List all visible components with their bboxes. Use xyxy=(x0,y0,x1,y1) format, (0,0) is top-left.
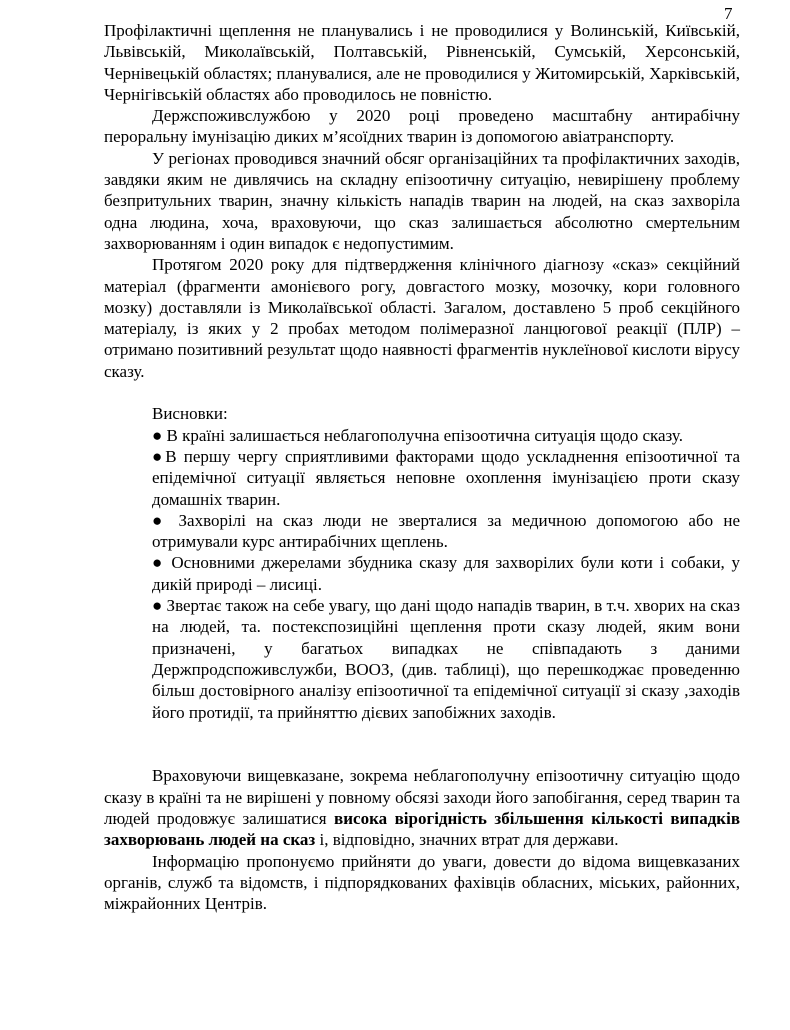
spacer xyxy=(104,382,740,403)
summary-text: Враховуючи вищевказане, зокрема неблагополучну епізоотичну ситуацію щодо сказу в країні та не вирішені у повному обсязі заходи його запобігання, серед тварин та людей продовжує залишатися xyxy=(104,766,740,828)
paragraph-summary xyxy=(104,765,740,850)
spacer xyxy=(104,723,740,744)
paragraph-oral-immunization: Держспоживслужбою у 2020 році проведено масштабну антирабічну пероральну імунізацію диких м’ясоїдних тварин із допомогою авіатранспорту. xyxy=(104,106,740,147)
conclusions-list xyxy=(104,425,740,723)
conclusion-item: ● Основними джерелами збудника сказу для захворілих були коти і собаки, у дикій природі – лисиці. xyxy=(152,553,740,594)
paragraph-lab-diagnosis: Протягом 2020 року для підтвердження клінічного діагнозу «сказ» секційний матеріал (фрагменти амонієвого рогу, довгастого мозку, мозочку, кори головного мозку) доставляли із Миколаївської області. Загалом, доставлено 5 проб секційного матеріалу, із яких у 2 пробах методом полімеразної ланцюгової реакції (ПЛР) – отримано позитивний результат щодо наявності фрагментів нуклеїнової кислоти вірусу сказу. xyxy=(104,255,740,381)
conclusion-item: ● Звертає також на себе увагу, що дані щодо нападів тварин, в т.ч. хворих на сказ на людей, та. постекспозиційні щеплення проти сказу людей, яким вони призначені, у багатьох випадках не співпадають з даними Держпродспоживслужби, ВООЗ, (див. таблиці), що перешкоджає проведенню більш достовірного аналізу епізоотичної та епідемічної ситуації зі сказу ,заходів його протидії, та прийняттю дієвих запобіжних заходів. xyxy=(152,596,740,722)
page-number: 7 xyxy=(724,4,733,23)
conclusion-item: ●В першу чергу сприятливими факторами щодо ускладнення епізоотичної та епідемічної ситуації являється неповне охоплення імунізацією проти сказу домашніх тварин. xyxy=(152,446,740,509)
conclusions-section xyxy=(104,403,740,722)
conclusion-item: ● В країні залишається неблагополучна епізоотична ситуація щодо сказу. xyxy=(152,425,683,445)
conclusions-heading: Висновки: xyxy=(152,404,228,424)
paragraph-vaccinations: Профілактичні щеплення не планувались і не проводилися у Волинській, Київській, Львівській, Миколаївській, Полтавській, Рівненській, Сумській, Херсонській, Чернівецькій областях; планувалися, але не проводилися у Житомирській, Харківській, Чернігівській областях або проводилось не повністю. xyxy=(104,21,740,104)
paragraph-closing: Інформацію пропонуємо прийняти до уваги, довести до відома вищевказаних органів, служб та відомств, і підпорядкованих фахівців обласних, міських, районних, міжрайонних Центрів. xyxy=(104,851,740,914)
spacer xyxy=(104,744,740,765)
summary-text-end: і, відповідно, значних втрат для держави. xyxy=(315,830,619,850)
summary-emphasis: висока вірогідність збільшення кількості випадків захворювань людей на сказ xyxy=(104,808,740,850)
conclusion-item: ● Захворілі на сказ люди не зверталися за медичною допомогою або не отримували курс антирабічних щеплень. xyxy=(152,510,740,552)
paragraph-regional-measures: У регіонах проводився значний обсяг організаційних та профілактичних заходів, завдяки яким не дивлячись на складну епізоотичну ситуацію, невирішену проблему безпритульних тварин, значну кількість нападів тварин на людей, на сказ захворіла одна людина, хоча, враховуючи, що сказ залишається абсолютно смертельним захворюванням і один випадок є недопустимим. xyxy=(104,148,740,253)
document-body xyxy=(104,20,740,914)
